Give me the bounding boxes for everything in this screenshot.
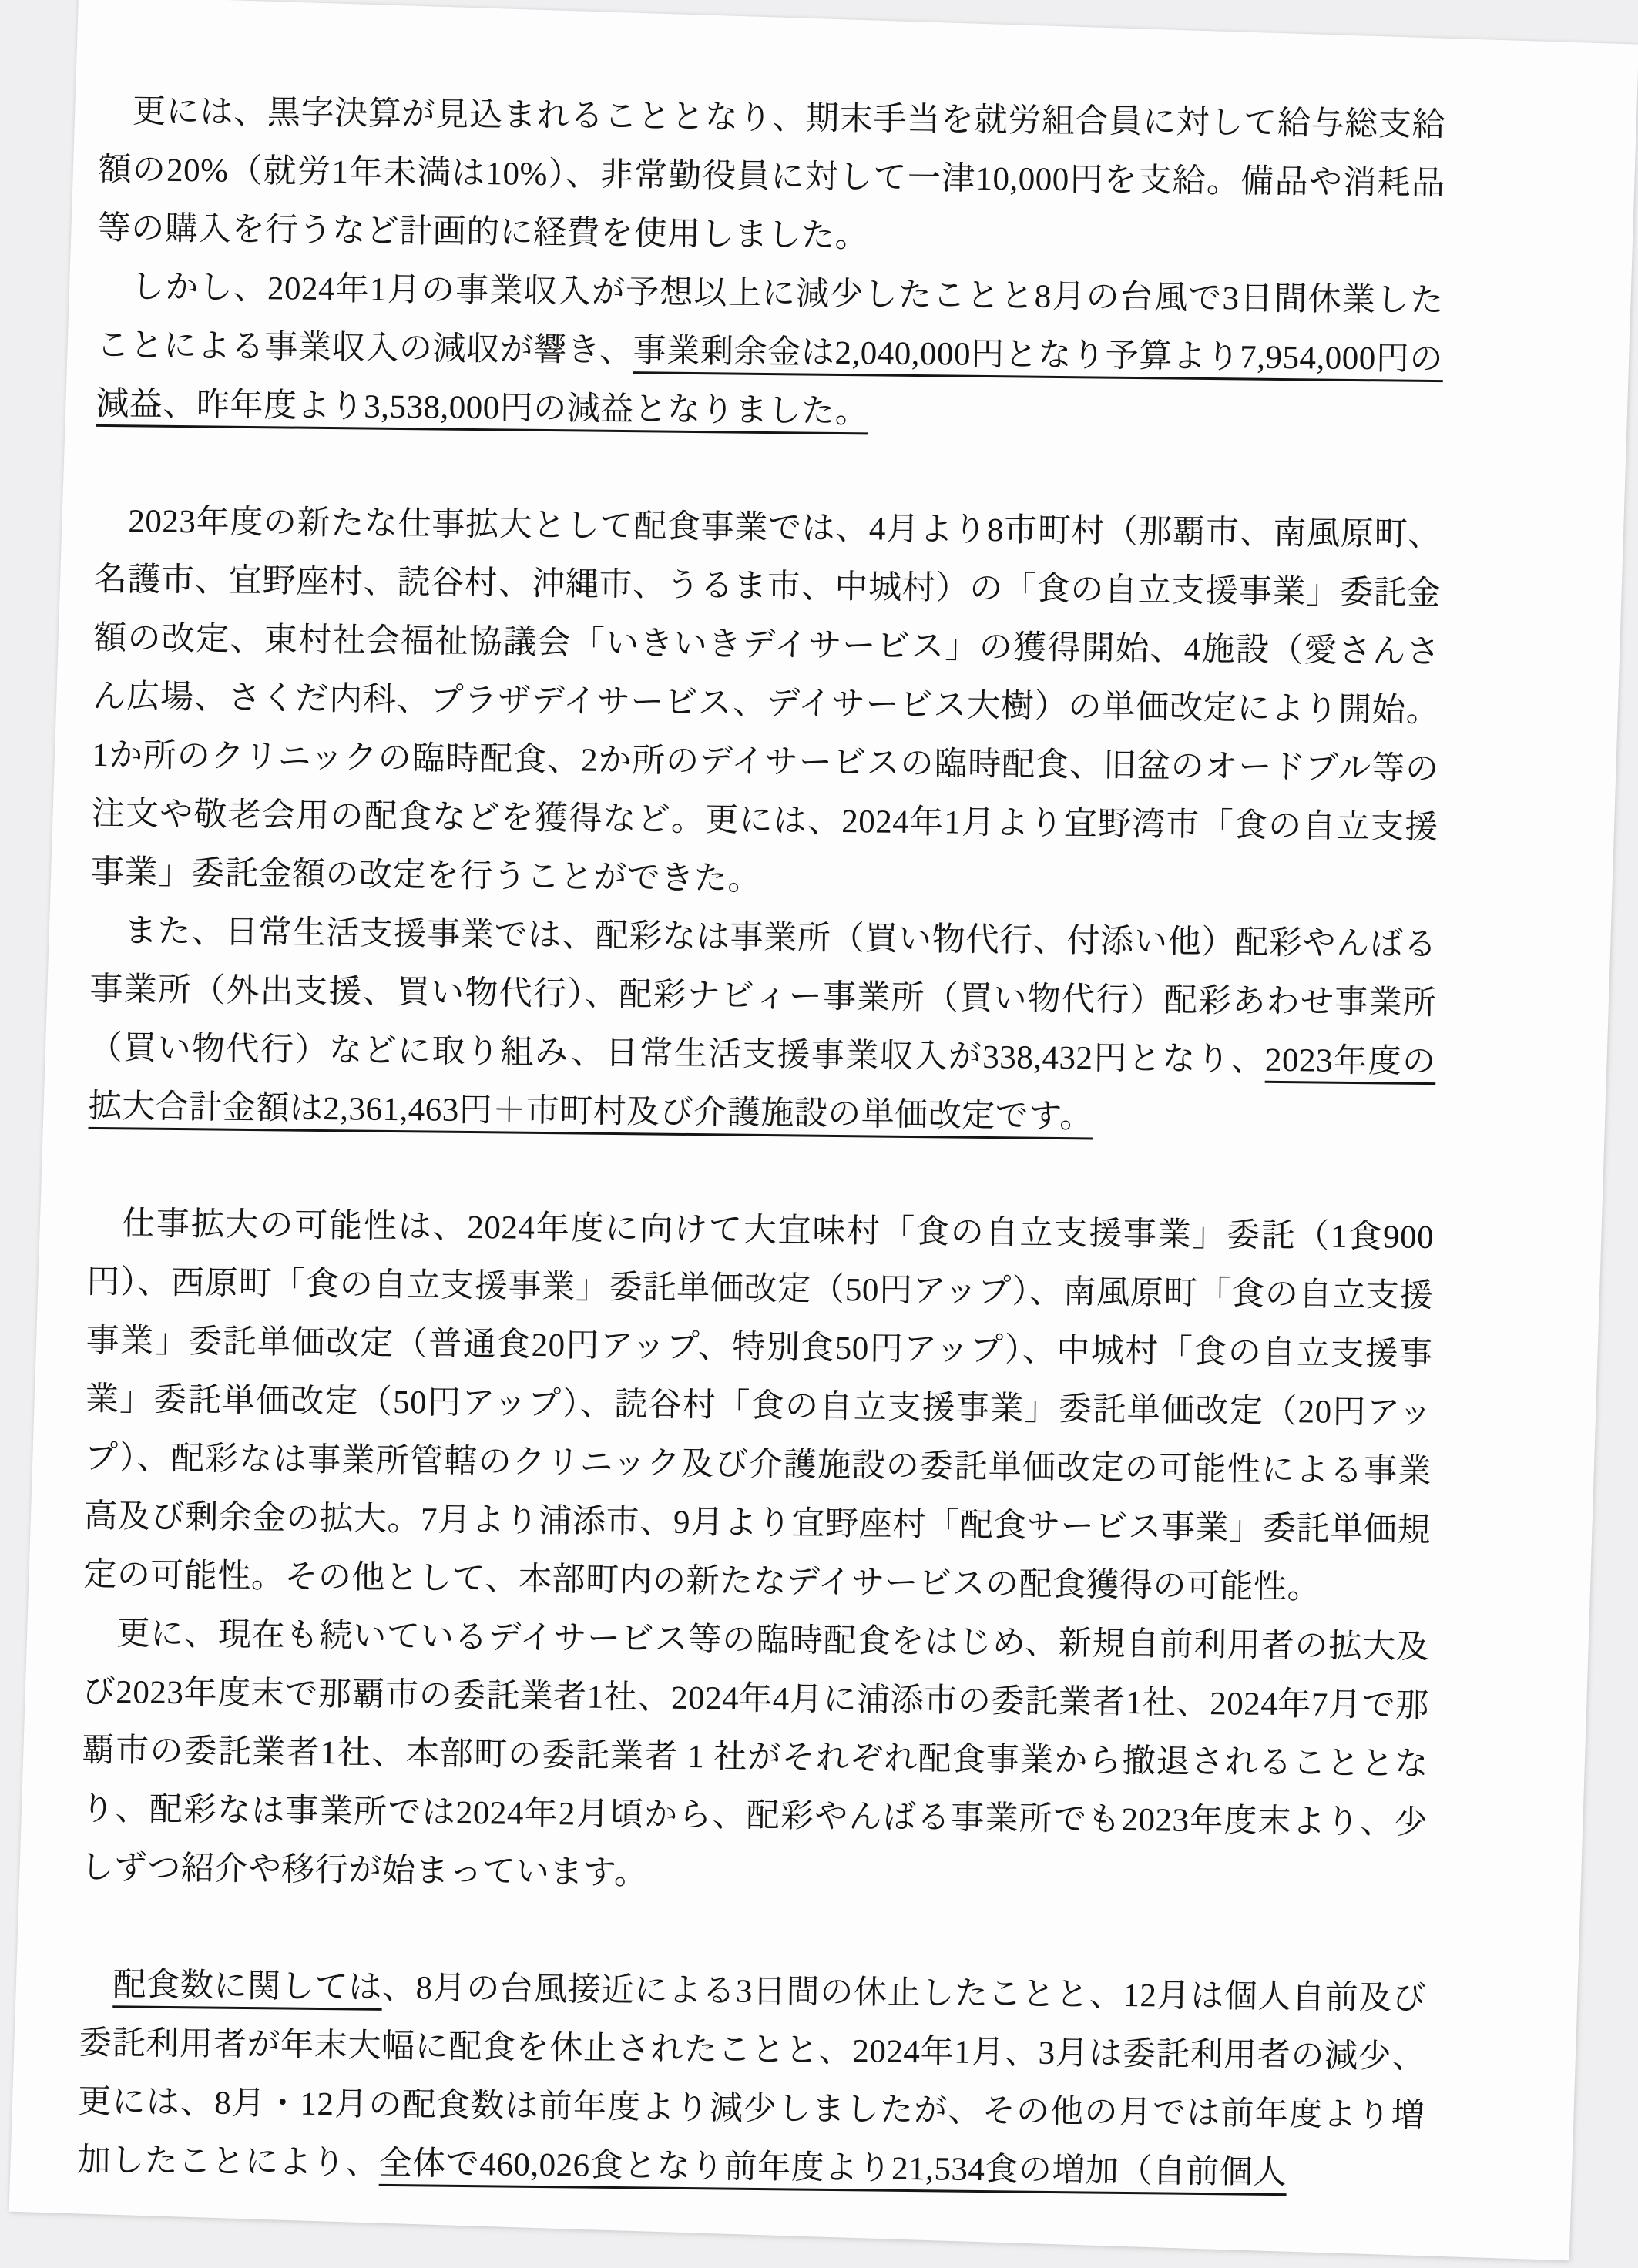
text-segment: 仕事拡大の可能性は、2024年度に向けて大宜味村「食の自立支援事業」委託（1食900円）、西原町「食の自立支援事業」委託単価改定（50円アップ）、南風原町「食の自立支援事業」委託単価改定（普通食20円アップ、特別食50円アップ）、中城村「食の自立支援事業」委託単価改定（50円アップ）、読谷村「食の自立支援事業」委託単価改定（20円アップ）、配彩なは事業所管轄のクリニック及び介護施設の委託単価改定の可能性による事業高及び剰余金の拡大。7月より浦添市、9月より宜野座村「配食サービス事業」委託単価規定の可能性。その他として、本部町内の新たなデイサービスの配食獲得の可能性。	[83, 1205, 1435, 1606]
text-segment: また、日常生活支援事業では、配彩なは事業所（買い物代行、付添い他）配彩やんばる事業所（外出支援、買い物代行）、配彩ナビィー事業所（買い物代行）配彩あわせ事業所（買い物代行）などに取り組み、日常生活支援事業収入が338,432円となり、	[89, 912, 1438, 1079]
text-segment: 、8月の台風接近による3日間の休止したことと、12月は個人自前及び委託利用者が年末大幅に配食を休止されたことと、2024年1月、3月は委託利用者の減少、更には、8月・12月の配食数は前年度より減少しましたが、その他の月では前年度より増加したことにより、	[77, 1969, 1427, 2182]
scanned-page	[9, 0, 1638, 2260]
paragraph	[80, 1605, 1430, 1911]
text-segment	[79, 1967, 113, 2003]
text-segment: 更には、黒字決算が見込まれることとなり、期末手当を就労組合員に対して給与総支給額の20%（就労1年未満は10%）、非常勤役員に対して一津10,000円を支給。備品や消耗品等の購入を行うなど計画的に経費を使用しました。	[97, 92, 1446, 255]
paragraph	[91, 492, 1442, 916]
underlined-text: 2023年度の拡大合計金額は2,361,463円＋市町村及び介護施設の単価改定です。	[88, 1042, 1436, 1136]
paragraph	[97, 82, 1445, 272]
underlined-text: 事業剰余金は2,040,000円となり予算より7,954,000円の減益、昨年度より3,538,000円の減益となりました。	[96, 333, 1444, 431]
underlined-text: 配食数に関しては	[112, 1967, 383, 2006]
paragraph	[77, 1956, 1426, 2204]
paragraph	[83, 1195, 1434, 1619]
document-text	[54, 0, 1478, 2204]
paragraph	[88, 902, 1437, 1150]
paragraph	[96, 258, 1444, 448]
text-segment: 2023年度の新たな仕事拡大として配食事業では、4月より8市町村（那覇市、南風原町、名護市、宜野座村、読谷村、沖縄市、うるま市、中城村）の「食の自立支援事業」委託金額の改定、東村社会福祉協議会「いきいきデイサービス」の獲得開始、4施設（愛さんさん広場、さくだ内科、プラザデイサービス、デイサービス大樹）の単価改定により開始。1か所のクリニックの臨時配食、2か所のデイサービスの臨時配食、旧盆のオードブル等の注文や敬老会用の配食などを獲得など。更には、2024年1月より宜野湾市「食の自立支援事業」委託金額の改定を行うことができた。	[90, 502, 1442, 897]
text-segment: しかし、2024年1月の事業収入が予想以上に減少したことと8月の台風で3日間休業したことによる事業収入の減収が響き、	[96, 268, 1445, 370]
underlined-text: 全体で460,026食となり前年度より21,534食の増加（自前個人	[378, 2145, 1287, 2192]
text-segment: 更に、現在も続いているデイサービス等の臨時配食をはじめ、新規自前利用者の拡大及び2023年度末で那覇市の委託業者1社、2024年4月に浦添市の委託業者1社、2024年7月で那覇市の委託業者1社、本部町の委託業者 1 社がそれぞれ配食事業から撤退されることとなり、配彩なは事業所では2024年2月頃から、配彩やんばる事業所でも2023年度末より、少しずつ紹介や移行が始まっています。	[80, 1615, 1430, 1892]
